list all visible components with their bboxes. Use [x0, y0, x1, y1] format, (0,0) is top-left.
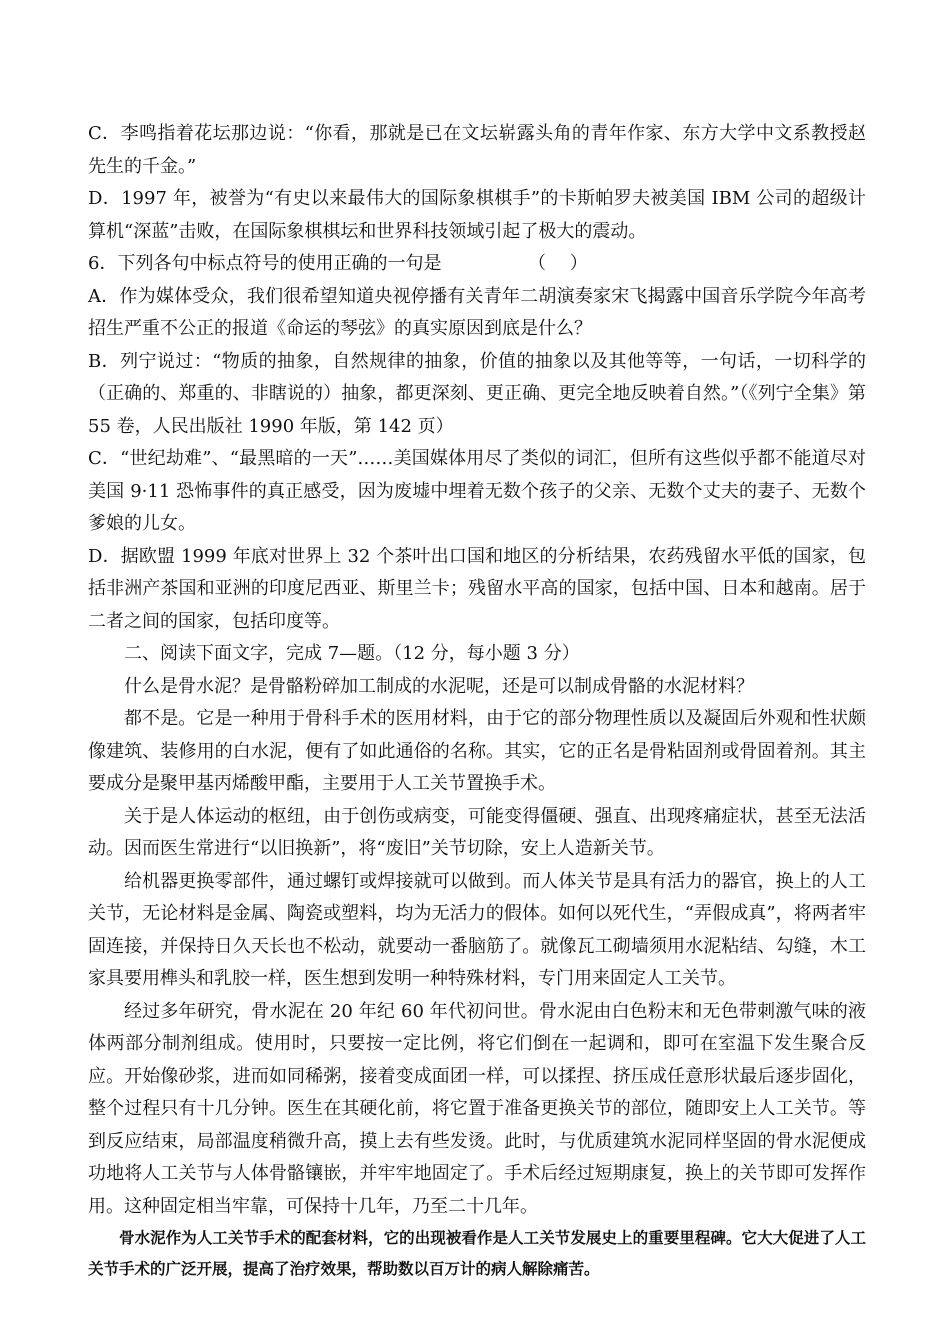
question-6-option-c: C．“世纪劫难”、“最黑暗的一天”……美国媒体用尽了类似的词汇，但所有这些似乎都不能道尽对美国 9·11 恐怖事件的真正感受，因为废墟中埋着无数个孩子的父亲、无数个丈夫的妻子、无数个爹娘的儿女。: [88, 448, 866, 534]
question-6-option-a: A．作为媒体受众，我们很希望知道央视停播有关青年二胡演奏家宋飞揭露中国音乐学院今年高考招生严重不公正的报道《命运的琴弦》的真实原因到底是什么？: [88, 285, 866, 339]
option-c-previous: C．李鸣指着花坛那边说：“你看，那就是已在文坛崭露头角的青年作家、东方大学中文系教授赵先生的千金。”: [88, 123, 866, 177]
reading-paragraph-4: 给机器更换零部件，通过螺钉或焊接就可以做到。而人体关节是具有活力的器官，换上的人工关节，无论材料是金属、陶瓷或塑料，均为无活力的假体。如何以死代生，“弄假成真”，将两者牢固连接，并保持日久天长也不松动，就要动一番脑筋了。就像瓦工砌墙须用水泥粘结、勾缝，木工家具要用榫头和乳胶一样，医生想到发明一种特殊材料，专门用来固定人工关节。: [88, 870, 866, 989]
section-2-heading: 二、阅读下面文字，完成 7—题。（12 分，每小题 3 分）: [124, 643, 580, 664]
reading-paragraph-3: 关于是人体运动的枢纽，由于创伤或病变，可能变得僵硬、强直、出现疼痛症状，甚至无法活动。因而医生常进行“以旧换新”，将“废旧”关节切除，安上人造新关节。: [88, 805, 866, 859]
reading-paragraph-5: 经过多年研究，骨水泥在 20 年纪 60 年代初问世。骨水泥由白色粉末和无色带刺激气味的液体两部分制剂组成。使用时，只要按一定比例，将它们倒在一起调和，即可在室温下发生聚合反应。开始像砂浆，进而如同稀粥，接着变成面团一样，可以揉捏、挤压成任意形状最后逐步固化，整个过程只有十几分钟。医生在其硬化前，将它置于准备更换关节的部位，随即安上人工关节。等到反应结束，局部温度稍微升高，摸上去有些发烫。此时，与优质建筑水泥同样坚固的骨水泥便成功地将人工关节与人体骨骼镶嵌，并牢牢地固定了。手术后经过短期康复，换上的关节即可发挥作用。这种固定相当牢靠，可保持十几年，乃至二十几年。: [88, 1000, 866, 1217]
question-6-option-b: B．列宁说过：“物质的抽象，自然规律的抽象，价值的抽象以及其他等等，一句话，一切科学的（正确的、郑重的、非瞎说的）抽象，都更深刻、更正确、更完全地反映着自然。”（《列宁全集》第 55 卷，人民出版社 1990 年版，第 142 页）: [88, 350, 866, 437]
option-d-previous: D．1997 年，被誉为“有史以来最伟大的国际象棋棋手”的卡斯帕罗夫被美国 IBM 公司的超级计算机“深蓝”击败，在国际象棋棋坛和世界科技领域引起了极大的震动。: [88, 188, 866, 242]
reading-paragraph-2: 都不是。它是一种用于骨科手术的医用材料，由于它的部分物理性质以及凝固后外观和性状颇像建筑、装修用的白水泥，便有了如此通俗的名称。其实，它的正名是骨粘固剂或骨固着剂。其主要成分是聚甲基丙烯酸甲酯，主要用于人工关节置换手术。: [88, 708, 866, 794]
exam-page: [88, 118, 866, 1285]
answer-bracket: （ ）: [528, 253, 588, 274]
question-6-option-d: D．据欧盟 1999 年底对世界上 32 个茶叶出口国和地区的分析结果，农药残留水平低的国家，包括非洲产茶国和亚洲的印度尼西亚、斯里兰卡；残留水平高的国家，包括中国、日本和越南。居于二者之间的国家，包括印度等。: [88, 545, 866, 632]
question-6: [88, 248, 866, 281]
question-6-text: 6．下列各句中标点符号的使用正确的一句是: [88, 253, 442, 274]
reading-paragraph-1: 什么是骨水泥？是骨骼粉碎加工制成的水泥呢，还是可以制成骨骼的水泥材料？: [124, 675, 754, 697]
reading-paragraph-6-bold: 骨水泥作为人工关节手术的配套材料，它的出现被看作是人工关节发展史上的重要里程碑。它大大促进了人工关节手术的广泛开展，提高了治疗效果，帮助数以百万计的病人解除痛苦。: [88, 1229, 866, 1278]
